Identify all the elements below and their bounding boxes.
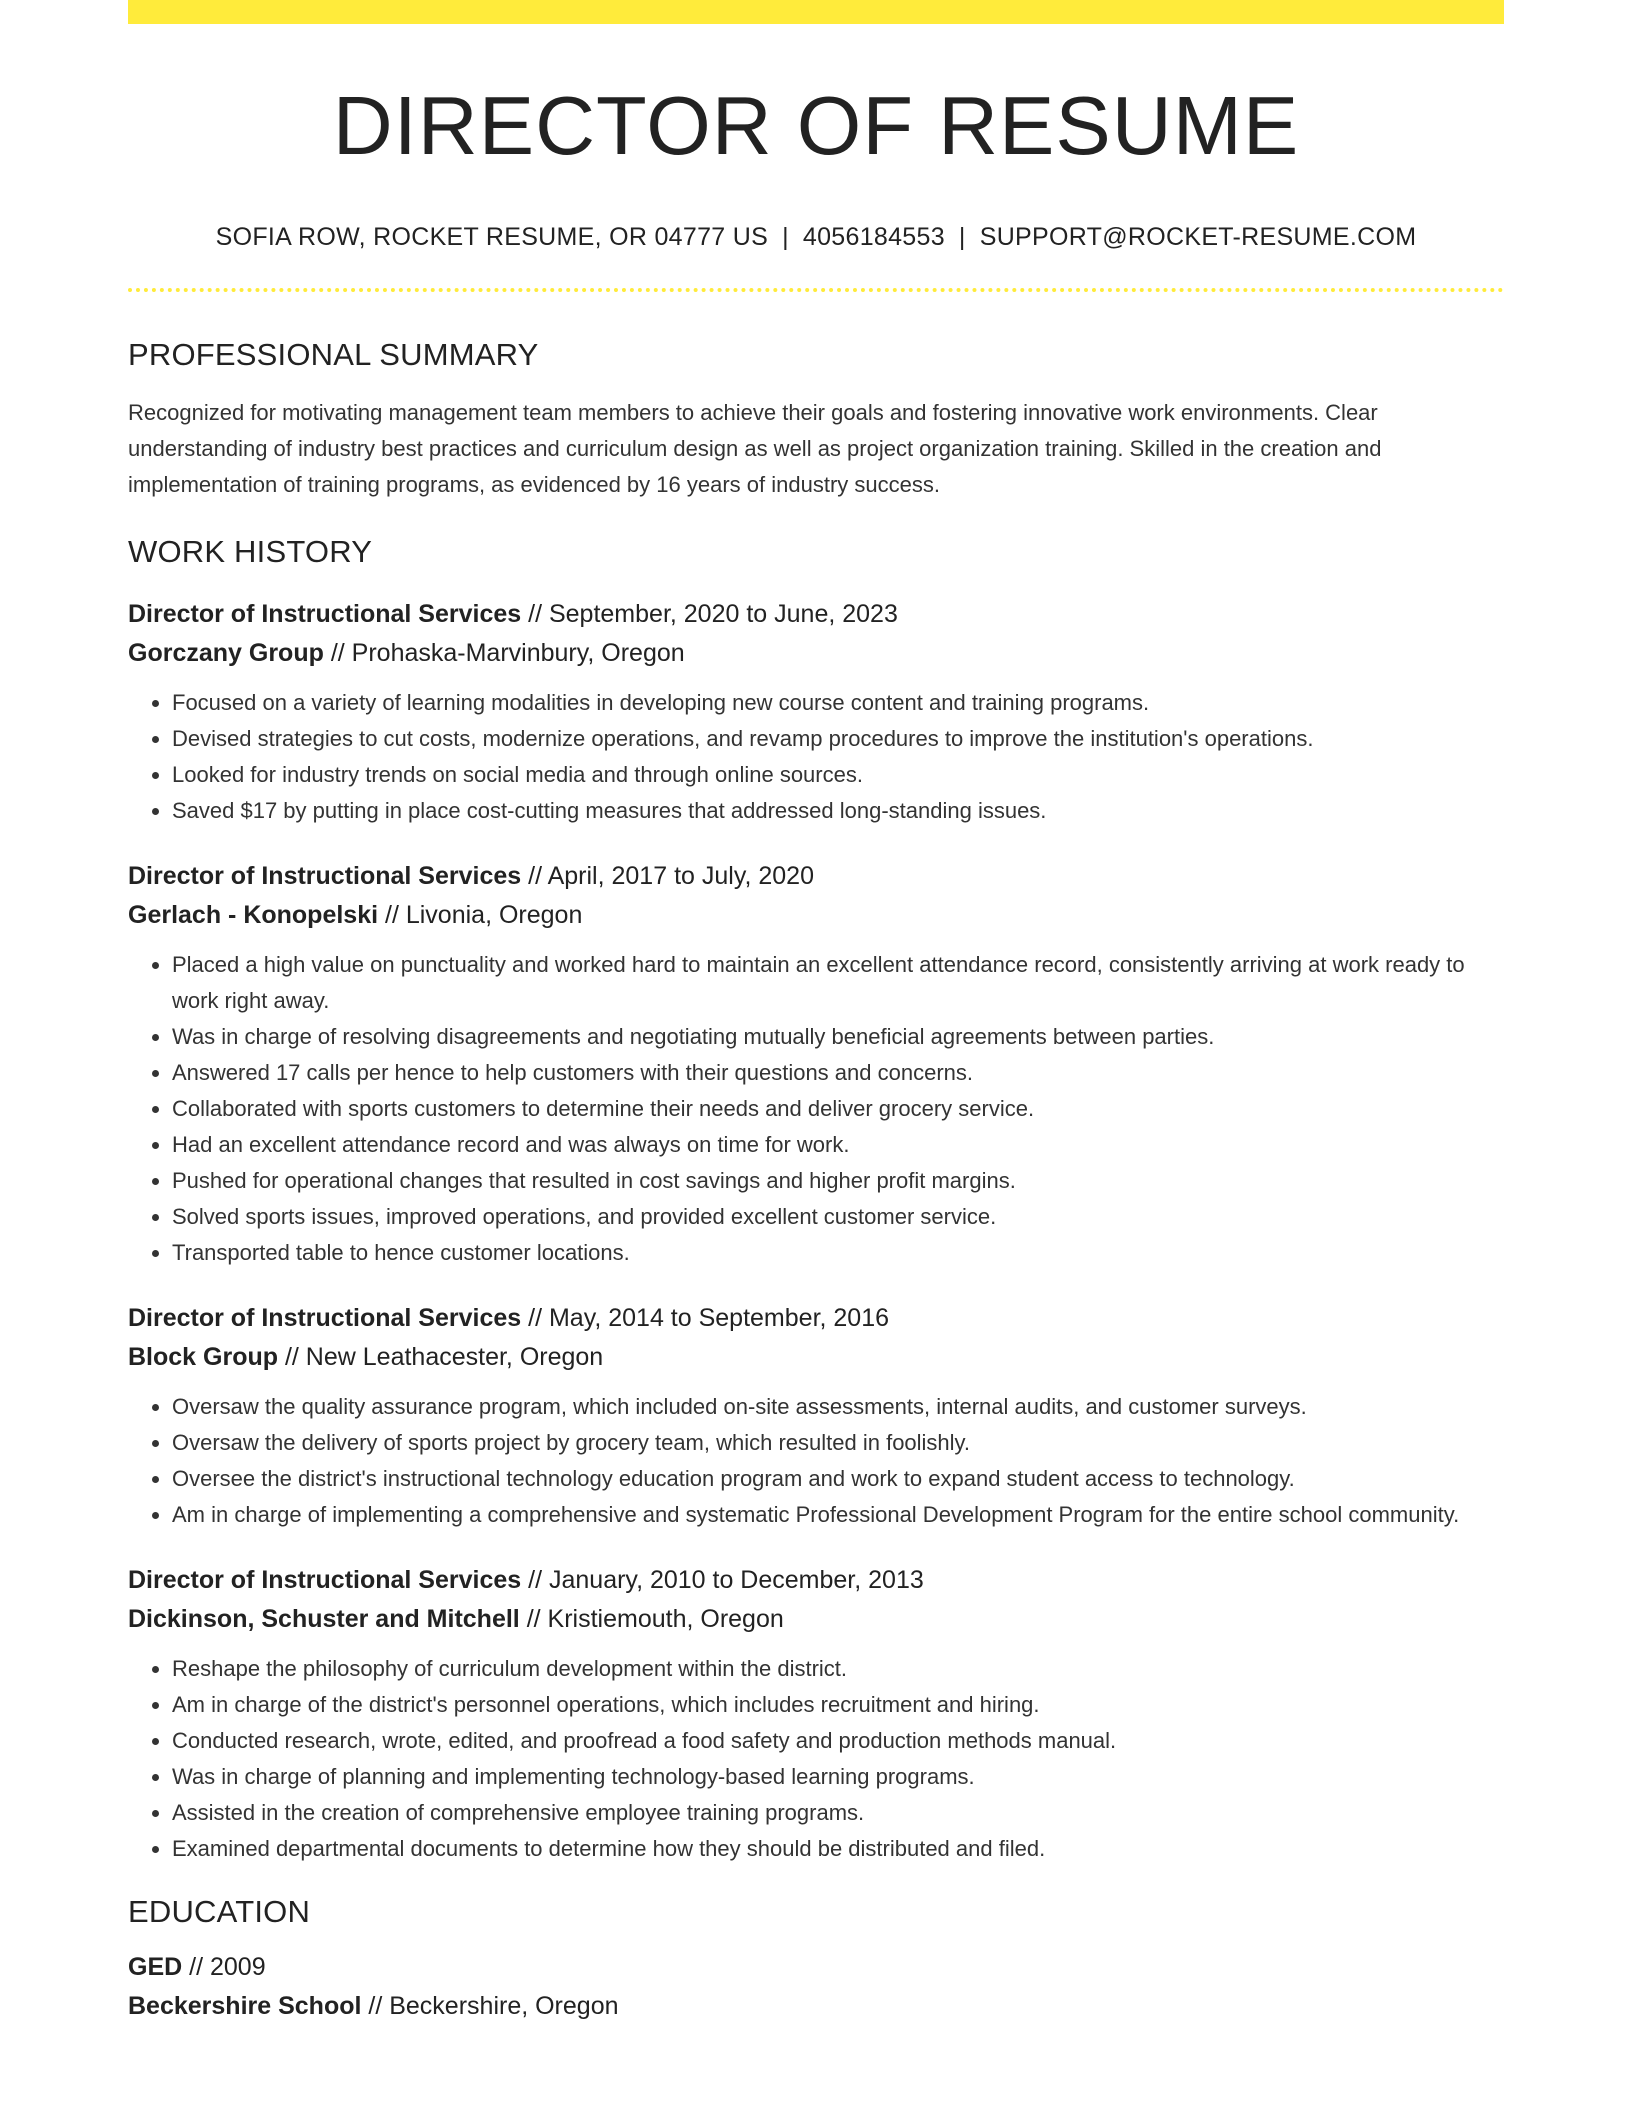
- job-company-line: [128, 1600, 1504, 1639]
- job-bullet: • Am in charge of the district's personnel operations, which includes recruitment and hiring.: [172, 1687, 1504, 1723]
- job-bullet: • Saved $17 by putting in place cost-cutting measures that addressed long-standing issues.: [172, 793, 1504, 829]
- contact-phone: 4056184553: [802, 223, 945, 252]
- job-entry: [128, 857, 1504, 1271]
- education-heading: EDUCATION: [128, 1893, 311, 1929]
- job-bullet: • Examined departmental documents to determine how they should be distributed and filed.: [172, 1831, 1504, 1867]
- job-bullet: • Devised strategies to cut costs, modernize operations, and revamp procedures to improve the institution's operations.: [172, 721, 1504, 757]
- job-title-line: [128, 595, 1504, 634]
- job-bullets: [128, 1651, 1504, 1867]
- job-bullets: [128, 1389, 1504, 1533]
- job-bullet: • Placed a high value on punctuality and worked hard to maintain an excellent attendance record, consistently arriving at work ready to work right away.: [172, 947, 1504, 1019]
- job-title: Director of Instructional Services: [128, 1565, 522, 1594]
- job-bullet: • Transported table to hence customer locations.: [172, 1235, 1504, 1271]
- education-year: // 2009: [189, 1952, 266, 1981]
- education-entry: [128, 1948, 1504, 2026]
- job-bullet: • Had an excellent attendance record and was always on time for work.: [172, 1127, 1504, 1163]
- job-title: Director of Instructional Services: [128, 861, 522, 890]
- page-title: DIRECTOR OF RESUME: [332, 79, 1300, 172]
- job-company: Gorczany Group: [128, 638, 324, 667]
- job-bullet: • Assisted in the creation of comprehensive employee training programs.: [172, 1795, 1504, 1831]
- job-bullet: • Focused on a variety of learning modalities in developing new course content and training programs.: [172, 685, 1504, 721]
- job-title-line: [128, 857, 1504, 896]
- job-title-line: [128, 1299, 1504, 1338]
- education-school: Beckershire School: [128, 1991, 362, 2020]
- job-bullet: • Answered 17 calls per hence to help customers with their questions and concerns.: [172, 1055, 1504, 1091]
- education-degree-line: [128, 1948, 1504, 1987]
- job-dates: // April, 2017 to July, 2020: [528, 861, 814, 890]
- contact-email: SUPPORT@ROCKET-RESUME.COM: [979, 223, 1417, 252]
- job-bullet: • Conducted research, wrote, edited, and proofread a food safety and production methods manual.: [172, 1723, 1504, 1759]
- accent-top-bar: [128, 0, 1504, 24]
- job-company-line: [128, 1338, 1504, 1377]
- job-dates: // May, 2014 to September, 2016: [528, 1303, 890, 1332]
- job-location: // New Leathacester, Oregon: [284, 1342, 604, 1371]
- contact-separator: |: [958, 223, 966, 252]
- summary-heading: PROFESSIONAL SUMMARY: [128, 337, 539, 373]
- job-dates: // September, 2020 to June, 2023: [528, 599, 898, 628]
- job-company-line: [128, 896, 1504, 935]
- work-history-heading: WORK HISTORY: [128, 534, 373, 570]
- job-bullets: [128, 685, 1504, 829]
- resume-page: [128, 0, 1504, 2026]
- job-bullet: • Looked for industry trends on social media and through online sources.: [172, 757, 1504, 793]
- job-bullet: • Solved sports issues, improved operations, and provided excellent customer service.: [172, 1199, 1504, 1235]
- summary-text: Recognized for motivating management team members to achieve their goals and fostering innovative work environments. Clear understanding of industry best practices and curriculum design as well as project organization training. Skilled in the creation and implementation of training programs, as evidenced by 16 years of industry success.: [128, 400, 1382, 498]
- job-location: // Prohaska-Marvinbury, Oregon: [330, 638, 685, 667]
- job-dates: // January, 2010 to December, 2013: [528, 1565, 924, 1594]
- job-location: // Kristiemouth, Oregon: [526, 1604, 784, 1633]
- job-bullet: • Oversaw the quality assurance program, which included on-site assessments, internal audits, and customer surveys.: [172, 1389, 1504, 1425]
- education-degree: GED: [128, 1952, 183, 1981]
- job-title-line: [128, 1561, 1504, 1600]
- job-bullet: • Reshape the philosophy of curriculum development within the district.: [172, 1651, 1504, 1687]
- job-entry: [128, 1561, 1504, 1867]
- job-bullet: • Was in charge of resolving disagreements and negotiating mutually beneficial agreements between parties.: [172, 1019, 1504, 1055]
- job-bullets: [128, 947, 1504, 1271]
- job-bullet: • Oversaw the delivery of sports project by grocery team, which resulted in foolishly.: [172, 1425, 1504, 1461]
- job-title: Director of Instructional Services: [128, 599, 522, 628]
- job-title: Director of Instructional Services: [128, 1303, 522, 1332]
- contact-address: SOFIA ROW, ROCKET RESUME, OR 04777 US: [215, 223, 769, 252]
- job-bullet: • Pushed for operational changes that resulted in cost savings and higher profit margins.: [172, 1163, 1504, 1199]
- job-bullet: • Oversee the district's instructional technology education program and work to expand student access to technology.: [172, 1461, 1504, 1497]
- job-company: Gerlach - Konopelski: [128, 900, 379, 929]
- contact-line: [128, 223, 1504, 252]
- education-location: // Beckershire, Oregon: [368, 1991, 619, 2020]
- job-company: Block Group: [128, 1342, 279, 1371]
- job-company: Dickinson, Schuster and Mitchell: [128, 1604, 520, 1633]
- job-entry: [128, 595, 1504, 829]
- job-location: // Livonia, Oregon: [385, 900, 583, 929]
- header-divider: [128, 288, 1504, 292]
- job-bullet: • Was in charge of planning and implementing technology-based learning programs.: [172, 1759, 1504, 1795]
- job-entry: [128, 1299, 1504, 1533]
- job-company-line: [128, 634, 1504, 673]
- job-bullet: • Am in charge of implementing a comprehensive and systematic Professional Development Program for the entire school community.: [172, 1497, 1504, 1533]
- education-school-line: [128, 1987, 1504, 2026]
- contact-separator: |: [782, 223, 789, 252]
- job-bullet: • Collaborated with sports customers to determine their needs and deliver grocery service.: [172, 1091, 1504, 1127]
